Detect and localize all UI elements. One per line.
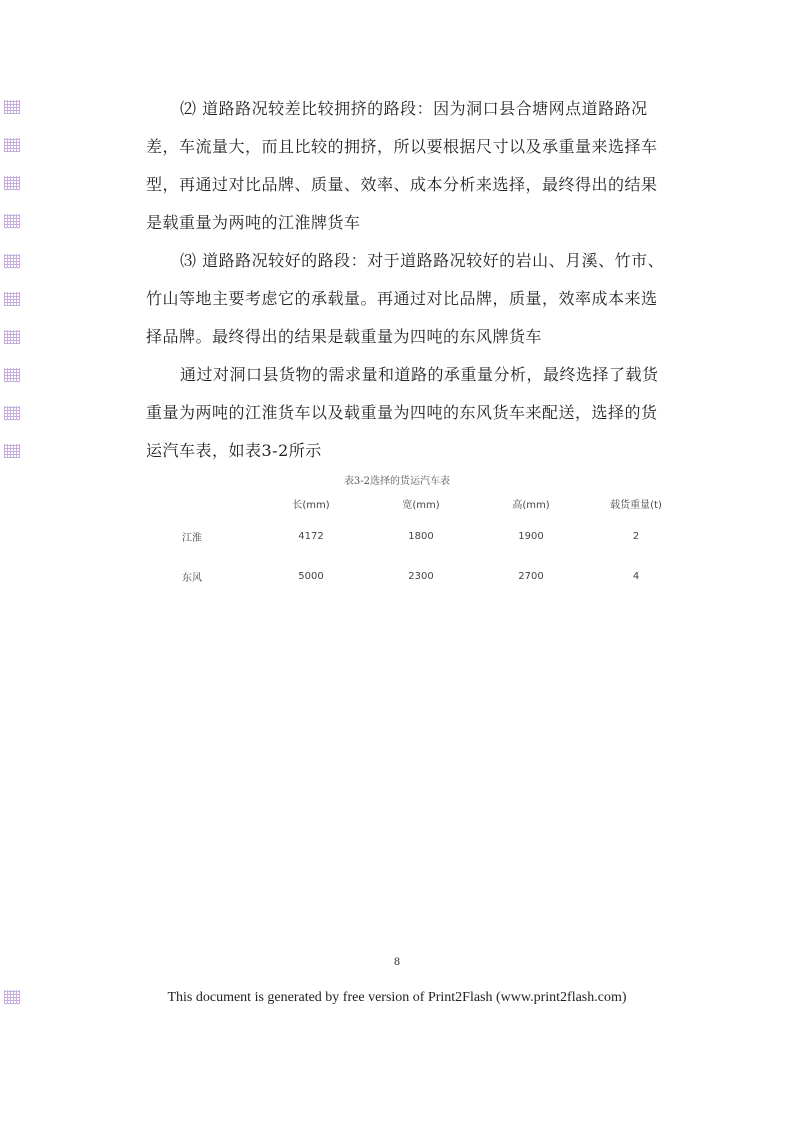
margin-artifact	[4, 406, 20, 420]
margin-artifact	[4, 176, 20, 190]
cell-height: 1900	[518, 530, 544, 542]
cell-length: 5000	[298, 570, 324, 582]
table-caption: 表3-2选择的货运汽车表	[343, 476, 451, 487]
header-cell	[146, 490, 256, 516]
cell-width: 2300	[408, 570, 434, 582]
header-cell-width: 宽(mm)	[402, 499, 440, 511]
paragraph-road-poor	[146, 90, 666, 242]
table-row	[146, 556, 686, 596]
truck-table	[146, 490, 686, 596]
margin-artifact	[4, 100, 20, 114]
table-row	[146, 516, 686, 556]
paragraph-road-good	[146, 242, 666, 356]
table-header-row	[146, 490, 686, 516]
paragraph-text: ⑵ 道路路况较差比较拥挤的路段：因为洞口县合塘网点道路路况差，车流量大，而且比较的拥挤，所以要根据尺寸以及承重量来选择车型，再通过对比品牌、质量、效率、成本分析来选择，最终得出的结果是载重量为两吨的江淮牌货车	[146, 99, 658, 232]
margin-artifact	[4, 368, 20, 382]
margin-artifact	[4, 292, 20, 306]
header-cell-height: 高(mm)	[512, 499, 550, 511]
paragraph-conclusion	[146, 356, 666, 470]
margin-artifact	[4, 138, 20, 152]
cell-height: 2700	[518, 570, 544, 582]
cell-load: 4	[632, 570, 640, 582]
cell-width: 1800	[408, 530, 434, 542]
page-number: 8	[394, 954, 400, 968]
footer-notice: This document is generated by free version of Print2Flash (www.print2flash.com)	[167, 990, 627, 1005]
cell-brand: 东风	[182, 572, 202, 584]
margin-artifact	[4, 214, 20, 228]
margin-artifact	[4, 444, 20, 458]
header-cell-length: 长(mm)	[292, 499, 330, 511]
margin-artifact	[4, 330, 20, 344]
paragraph-text: 通过对洞口县货物的需求量和道路的承重量分析，最终选择了载货重量为两吨的江淮货车以及载重量为四吨的东风货车来配送，选择的货运汽车表，如表3-2所示	[146, 365, 659, 460]
paragraph-text: ⑶ 道路路况较好的路段：对于道路路况较好的岩山、月溪、竹市、竹山等地主要考虑它的承载量。再通过对比品牌，质量，效率成本来选择品牌。最终得出的结果是载重量为四吨的东风牌货车	[146, 251, 665, 346]
cell-brand: 江淮	[182, 532, 202, 544]
margin-artifact	[4, 254, 20, 268]
cell-length: 4172	[298, 530, 324, 542]
cell-load: 2	[632, 530, 640, 542]
header-cell-load: 载货重量(t)	[610, 499, 662, 511]
